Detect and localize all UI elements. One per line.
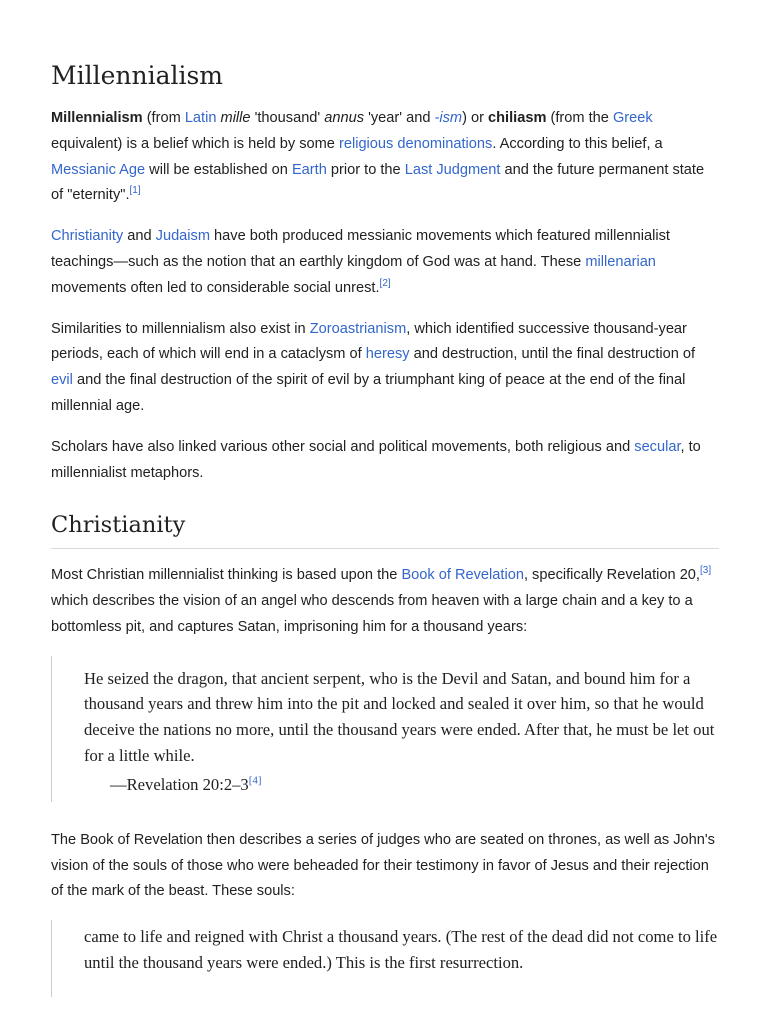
text: will be established on (145, 161, 292, 178)
reference-2[interactable]: [2] (379, 277, 391, 289)
intro-paragraph-2 (51, 224, 719, 301)
text: , to millennialist metaphors. (51, 438, 701, 481)
bold-term-millennialism: Millennialism (51, 110, 143, 126)
reference-4[interactable]: [4] (248, 774, 262, 787)
text: (from (142, 110, 185, 126)
citation-text: —Revelation 20:2–3 (110, 775, 249, 795)
link-ism[interactable] (435, 110, 463, 126)
text: prior to the (326, 161, 405, 178)
quote-text: He seized the dragon, that ancient serpent, who is the Devil and Satan, and bound him for a thousand years and threw him into the pit and locked and sealed it over him, so that he would deceive the nations no more, until the thousand years were ended. After that, he must be let out for a little while. (84, 668, 715, 765)
quote-resurrection (51, 920, 719, 997)
link-evil[interactable]: evil (51, 372, 73, 389)
reference-3[interactable]: [3] (699, 565, 712, 577)
christianity-paragraph-1 (51, 563, 719, 640)
text: and the future permanent state of "eternity". (51, 161, 705, 204)
link-millenarian[interactable]: millenarian (585, 253, 656, 270)
link-ism-text: -ism (434, 110, 463, 126)
text: have both produced messianic movements which featured millennialist teachings—such as the notion that an earthly kingdom of God was at hand. These (51, 228, 670, 270)
link-book-of-revelation[interactable]: Book of Revelation (401, 567, 524, 584)
link-judaism[interactable]: Judaism (155, 228, 210, 245)
link-last-judgment[interactable]: Last Judgment (404, 161, 501, 178)
article-content (51, 52, 719, 1023)
link-greek[interactable]: Greek (612, 110, 653, 126)
quote-revelation (51, 656, 719, 802)
text: and destruction, until the final destruction of (409, 346, 696, 363)
intro-paragraph-3 (51, 317, 719, 420)
text: (from the (546, 110, 613, 126)
intro-paragraph-1 (51, 106, 719, 209)
text: and the final destruction of the spirit of evil by a triumphant king of peace at the end of the final millennial age. (51, 372, 686, 414)
link-christianity[interactable]: Christianity (51, 228, 124, 245)
section-heading-christianity: Christianity (51, 508, 719, 549)
italic-mille: mille (220, 110, 251, 126)
text: Most Christian millennialist thinking is based upon the (51, 567, 402, 584)
text: ) or (462, 110, 489, 126)
text: which describes the vision of an angel who descends from heaven with a large chain and a key to a bottomless pit, and captures Satan, imprisoning him for a thousand years: (51, 593, 693, 635)
page-title: Millennialism (51, 61, 224, 90)
text: , which identified successive thousand-year periods, each of which will end in a cataclysm of (51, 320, 687, 363)
text: Similarities to millennialism also exist in (51, 320, 310, 337)
text: 'thousand' (250, 110, 325, 126)
italic-annus: annus (324, 110, 365, 126)
text: movements often led to considerable social unrest. (51, 279, 380, 296)
link-religious-denominations[interactable]: religious denominations (338, 135, 493, 152)
link-zoroastrianism[interactable]: Zoroastrianism (309, 320, 407, 337)
text: , specifically Revelation 20, (523, 567, 700, 584)
text: equivalent) is a belief which is held by some (51, 135, 339, 152)
link-earth[interactable]: Earth (291, 161, 327, 178)
quote-text: came to life and reigned with Christ a thousand years. (The rest of the dead did not come to life until the thousand years were ended.) This is the first resurrection. (84, 927, 718, 972)
link-messianic-age[interactable]: Messianic Age (51, 161, 146, 178)
text: Scholars have also linked various other social and political movements, both religious and (51, 438, 635, 455)
christianity-paragraph-2: The Book of Revelation then describes a series of judges who are seated on thrones, as well as John's vision of the souls of those who were beheaded for their testimony in favor of Jesus and their rejection of the mark of the beast. These souls: (51, 831, 715, 900)
text: . According to this belief, a (492, 135, 663, 152)
reference-1[interactable]: [1] (129, 185, 141, 197)
link-secular[interactable]: secular (634, 438, 681, 455)
bold-term-chiliasm: chiliasm (488, 110, 547, 126)
section-heading-wrap (51, 508, 719, 549)
link-latin[interactable]: Latin (184, 110, 217, 126)
quote-citation (84, 772, 719, 798)
intro-paragraph-4 (51, 435, 719, 487)
text: 'year' and (364, 110, 435, 126)
text: and (123, 228, 156, 245)
link-heresy[interactable]: heresy (365, 346, 410, 363)
